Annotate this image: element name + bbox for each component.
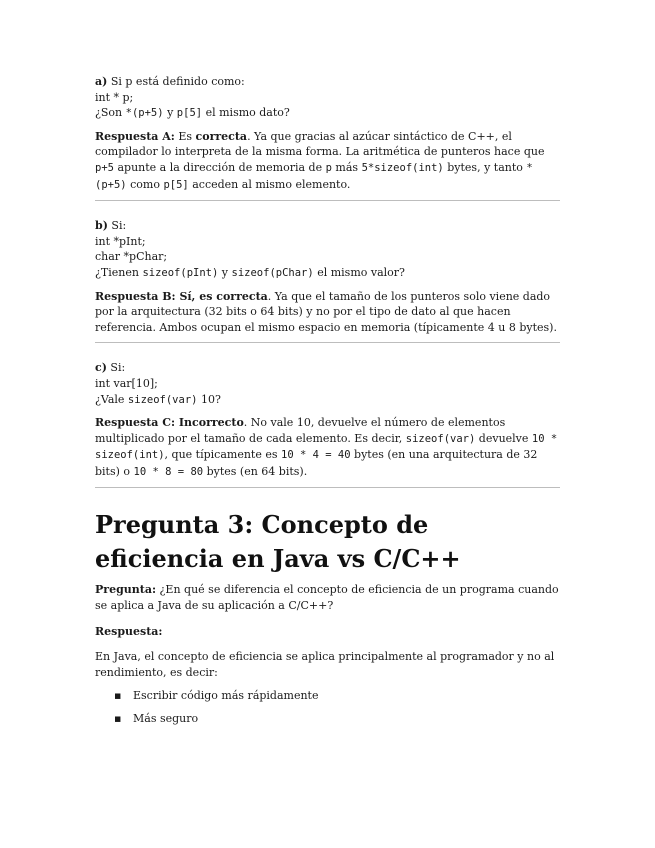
bullet-list — [95, 688, 560, 726]
answer-a-t7: acceden al mismo elemento. — [188, 177, 351, 191]
question-b — [95, 218, 560, 281]
answer-a-code-4: *(p+5) — [95, 161, 533, 191]
answer-a-code-3: 5*sizeof(int) — [361, 161, 444, 174]
answer-c-code-2: 10 * sizeof(int) — [95, 432, 558, 462]
question-c-text: Si: — [106, 361, 126, 375]
question-c-q-pre: ¿Vale — [95, 392, 128, 406]
question-b-q-mid: y — [218, 265, 232, 279]
answer-a-verdict: correcta — [195, 129, 248, 143]
section-heading: Pregunta 3: Concepto de eficiencia en Java vs C/C++ — [95, 510, 461, 574]
question-b-code-2: sizeof(pChar) — [231, 266, 314, 279]
question-b-text: Si: — [107, 219, 127, 233]
section-question — [95, 582, 560, 613]
question-a-q-post: el mismo dato? — [202, 106, 290, 120]
list-item — [114, 688, 560, 704]
question-a-code-2: p[5] — [176, 107, 203, 120]
answer-a-t3: apunte a la dirección de memoria de — [113, 160, 326, 174]
answer-c-t4: bytes (en una arquitectura de 32 bits) o — [95, 448, 538, 478]
question-a-text: Si p está definido como: — [107, 75, 245, 88]
answer-c-t2: devuelve — [475, 431, 532, 445]
divider — [95, 200, 560, 201]
question-c-label: c) — [95, 361, 107, 375]
list-item-text: Más seguro — [133, 712, 199, 726]
answer-a-label: Respuesta A: — [95, 129, 175, 143]
question-b-declaration-2: char *pChar; — [95, 250, 168, 264]
answer-c-code-1: sizeof(var) — [405, 432, 476, 445]
section-answer-label — [95, 624, 560, 640]
answer-c — [95, 415, 560, 480]
question-b-q-post: el mismo valor? — [313, 265, 405, 279]
answer-a-t2: . Ya que gracias al azúcar sintáctico de C++, el compilador lo interpreta de la misma forma. La aritmética de punteros hace que — [95, 129, 545, 159]
question-a-q-mid: y — [163, 106, 177, 120]
answer-b-t1: . Ya que el tamaño de los punteros solo viene dado por la arquitectura (32 bits o 64 bits) y no por el tipo de dato al que hacen referencia. Ambos ocupan el mismo espacio en memoria (típicamente 4 u 8 bytes). — [95, 289, 557, 334]
list-item — [114, 711, 560, 727]
question-a-q-pre: ¿Son — [95, 106, 126, 120]
question-a-code-1: *(p+5) — [125, 107, 164, 120]
question-b-label: b) — [95, 219, 108, 233]
answer-a-code-5: p[5] — [163, 178, 189, 191]
question-b-q-pre: ¿Tienen — [95, 265, 143, 279]
section-intro: En Java, el concepto de eficiencia se aplica principalmente al programador y no al rendimiento, es decir: — [95, 650, 555, 679]
answer-a — [95, 129, 560, 193]
answer-c-t5: bytes (en 64 bits). — [203, 464, 308, 478]
question-a-label: a) — [95, 75, 108, 88]
section-question-label: Pregunta: — [95, 583, 157, 597]
question-a — [95, 74, 560, 122]
answer-b-label: Respuesta B: Sí, es correcta — [95, 289, 268, 303]
answer-a-t5: bytes, y tanto — [443, 160, 527, 174]
question-b-code-1: sizeof(pInt) — [142, 266, 219, 279]
answer-c-t1: . No vale 10, devuelve el número de elementos multiplicado por el tamaño de cada elemento. Es decir, — [95, 416, 506, 445]
list-item-text: Escribir código más rápidamente — [133, 689, 319, 703]
question-c-code-1: sizeof(var) — [127, 393, 198, 406]
answer-c-code-4: 10 * 8 = 80 — [133, 465, 204, 478]
section-question-text: ¿En qué se diferencia el concepto de eficiencia de un programa cuando se aplica a Java de su aplicación a C/C++? — [95, 583, 559, 613]
divider — [95, 342, 560, 343]
question-b-declaration-1: int *pInt; — [95, 234, 146, 248]
bullet-icon: ▪ — [114, 689, 122, 703]
divider — [95, 487, 560, 488]
answer-a-code-2: p — [325, 161, 332, 174]
answer-c-code-3: 10 * 4 = 40 — [281, 449, 351, 462]
answer-b — [95, 289, 560, 336]
question-c — [95, 360, 560, 408]
answer-a-t4: más — [331, 160, 362, 174]
section-answer-label-text: Respuesta: — [95, 624, 163, 638]
question-c-declaration: int var[10]; — [95, 376, 158, 390]
answer-a-t1: Es — [174, 129, 196, 143]
document-content — [95, 74, 560, 734]
answer-c-t3: , que típicamente es — [164, 448, 281, 462]
answer-c-label: Respuesta C: Incorrecto — [95, 416, 244, 430]
bullet-icon: ▪ — [114, 712, 122, 726]
question-a-declaration: int * p; — [95, 90, 134, 104]
answer-a-t6: como — [126, 177, 164, 191]
question-c-q-post: 10? — [197, 392, 221, 406]
answer-a-code-1: p+5 — [95, 161, 114, 174]
